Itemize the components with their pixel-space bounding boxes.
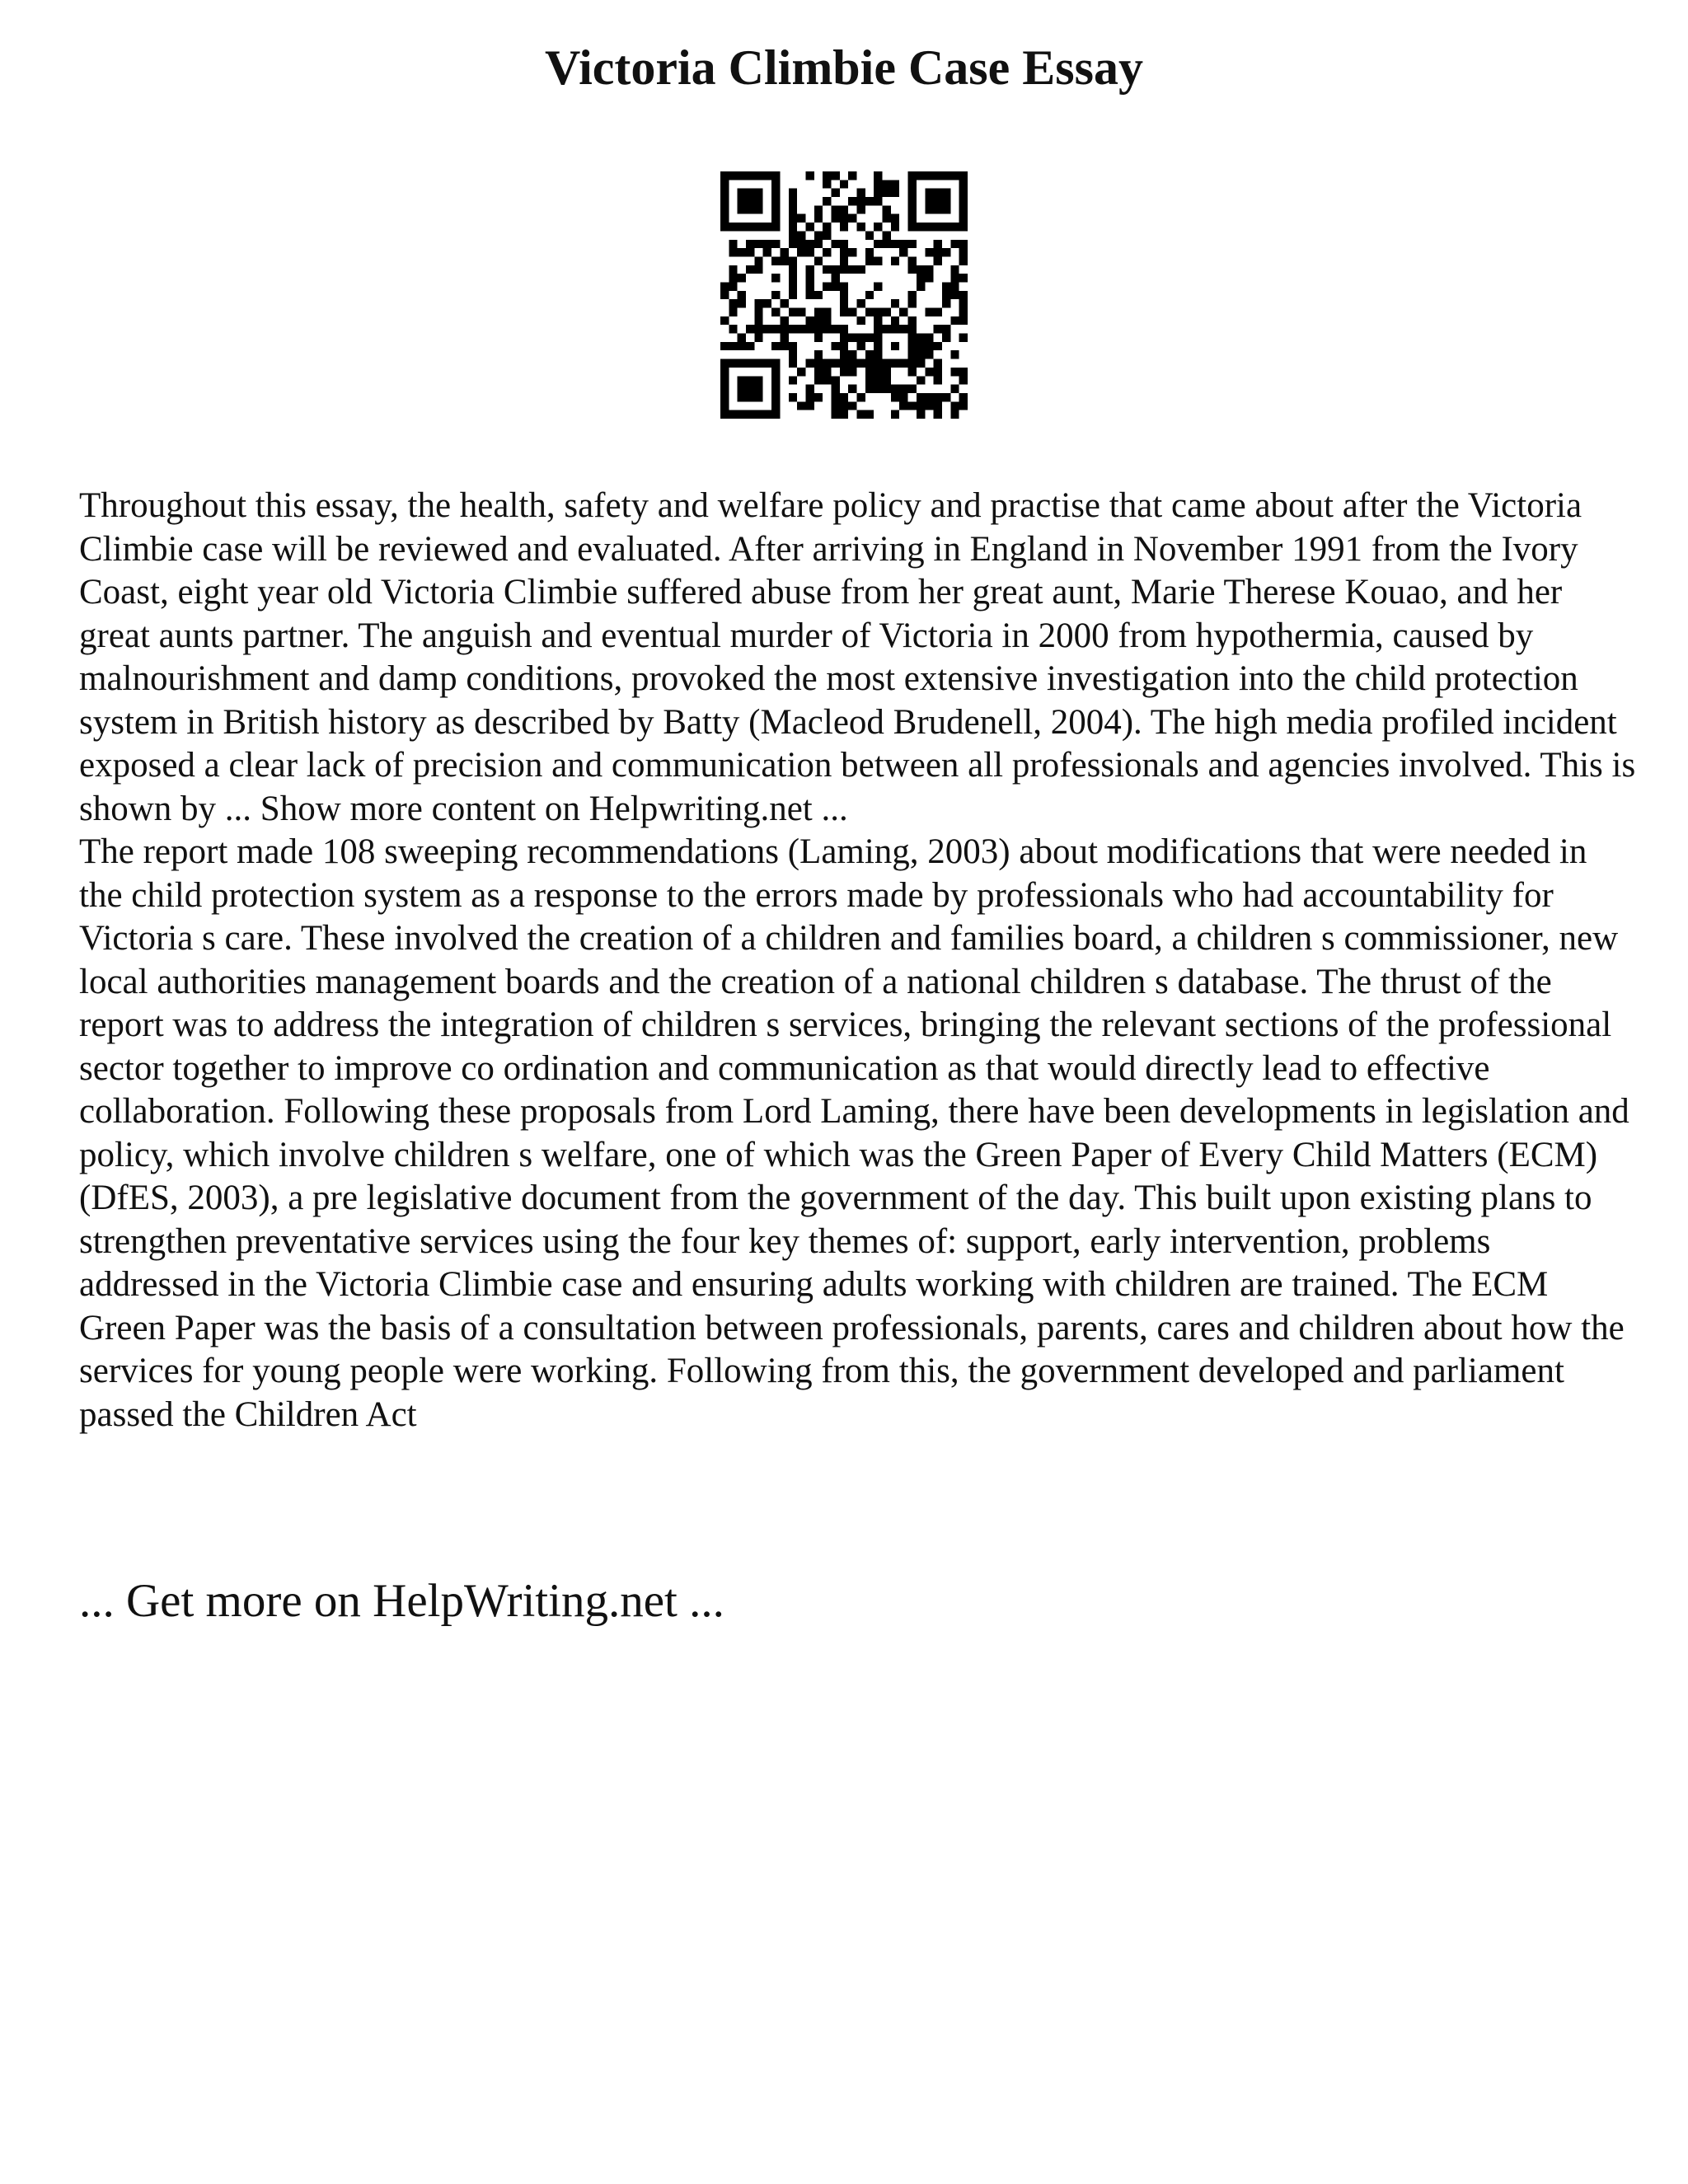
qr-code-icon: [720, 171, 968, 419]
essay-body: [79, 485, 1637, 1436]
page-title: Victoria Climbie Case Essay: [544, 40, 1144, 95]
essay-paragraph-2: The report made 108 sweeping recommendations (Laming, 2003) about modifications that were needed in the child protection system as a response to the errors made by professionals who had accountability for Victoria s care. These involved the creation of a children and families board, a children s commissioner, new local authorities management boards and the creation of a national children s database. The thrust of the report was to address the integration of children s services, bringing the relevant sections of the professional sector together to improve co ordination and communication as that would directly lead to effective collaboration. Following these proposals from Lord Laming, there have been developments in legislation and policy, which involve children s welfare, one of which was the Green Paper of Every Child Matters (ECM) (DfES, 2003), a pre legislative document from the government of the day. This built upon existing plans to strengthen preventative services using the four key themes of: support, early intervention, problems addressed in the Victoria Climbie case and ensuring adults working with children are trained. The ECM Green Paper was the basis of a consultation between professionals, parents, cares and children about how the services for young people were working. Following from this, the government developed and parliament passed the Children Act: [79, 832, 1629, 1434]
qr-code-graphic: [720, 171, 968, 419]
get-more-link[interactable]: ... Get more on HelpWriting.net ...: [79, 1575, 724, 1627]
essay-paragraph-1: Throughout this essay, the health, safety and welfare policy and practise that came about after the Victoria Climbie case will be reviewed and evaluated. After arriving in England in November 1991 from the Ivory Coast, eight year old Victoria Climbie suffered abuse from her great aunt, Marie Therese Kouao, and her great aunts partner. The anguish and eventual murder of Victoria in 2000 from hypothermia, caused by malnourishment and damp conditions, provoked the most extensive investigation into the child protection system in British history as described by Batty (Macleod Brudenell, 2004). The high media profiled incident exposed a clear lack of precision and communication between all professionals and agencies involved. This is shown by ... Show more content on Helpwriting.net ...: [79, 486, 1636, 828]
